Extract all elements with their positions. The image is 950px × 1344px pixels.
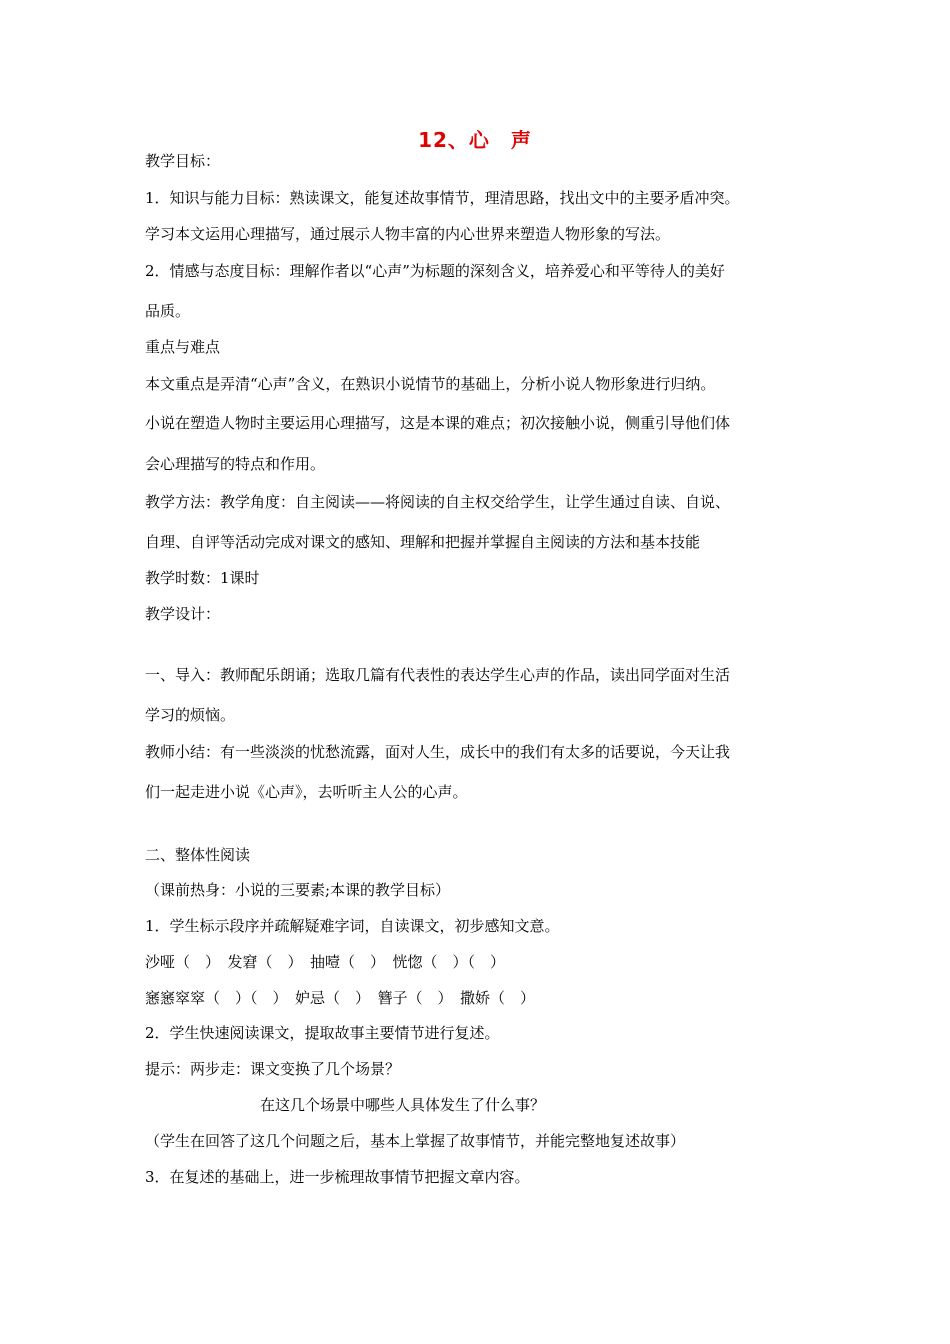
text-line: 一、导入：教师配乐朗诵；选取几篇有代表性的表达学生心声的作品，读出同学面对生活: [145, 666, 731, 684]
text-line: 会心理描写的特点和作用。: [145, 455, 326, 473]
text-line: 教学设计：: [145, 605, 221, 623]
text-line: 们一起走进小说《心声》，去听听主人公的心声。: [145, 783, 468, 801]
text-line: 1．知识与能力目标：熟读课文，能复述故事情节，理清思路，找出文中的主要矛盾冲突。: [145, 189, 740, 207]
text-line: 本文重点是弄清“心声”含义，在熟识小说情节的基础上，分析小说人物形象进行归纳。: [145, 375, 716, 393]
text-line: 教学方法：教学角度：自主阅读——将阅读的自主权交给学生，让学生通过自读、自说、: [145, 493, 731, 511]
text-line: 品质。: [145, 302, 191, 320]
text-line: 教学目标：: [145, 152, 221, 170]
text-line: 学习本文运用心理描写，通过展示人物丰富的内心世界来塑造人物形象的写法。: [145, 225, 671, 243]
text-line: 教师小结：有一些淡淡的忧愁流露，面对人生，成长中的我们有太多的话要说，今天让我: [145, 743, 731, 761]
text-line: 教学时数：1课时: [145, 569, 260, 587]
section-heading: 二、整体性阅读: [145, 846, 251, 864]
text-line: 2．学生快速阅读课文，提取故事主要情节进行复述。: [145, 1024, 500, 1042]
vocab-line: 窸窸窣窣（ ）（ ） 妒忌（ ） 簪子（ ） 撒娇（ ）: [145, 989, 536, 1007]
text-line: 3．在复述的基础上，进一步梳理故事情节把握文章内容。: [145, 1168, 530, 1186]
text-line: 小说在塑造人物时主要运用心理描写，这是本课的难点；初次接触小说，侧重引导他们体: [145, 414, 731, 432]
text-line: （学生在回答了这几个问题之后，基本上掌握了故事情节，并能完整地复述故事）: [145, 1132, 686, 1150]
text-line: 1．学生标示段序并疏解疑难字词，自读课文，初步感知文意。: [145, 917, 560, 935]
text-line: 提示：两步走：课文变换了几个场景？: [145, 1060, 401, 1078]
text-line: 学习的烦恼。: [145, 706, 236, 724]
text-line: 在这几个场景中哪些人具体发生了什么事？: [260, 1096, 546, 1114]
text-line: 2．情感与态度目标：理解作者以“心声”为标题的深刻含义，培养爱心和平等待人的美好: [145, 262, 725, 280]
text-line: 自理、自评等活动完成对课文的感知、理解和把握并掌握自主阅读的方法和基本技能: [145, 533, 701, 551]
text-line: （课前热身：小说的三要素;本课的教学目标）: [145, 881, 451, 899]
section-heading: 重点与难点: [145, 338, 221, 356]
vocab-line: 沙哑（ ） 发窘（ ） 抽噎（ ） 恍惚（ ）（ ）: [145, 953, 506, 971]
lesson-title: 12、心 声: [418, 128, 532, 152]
